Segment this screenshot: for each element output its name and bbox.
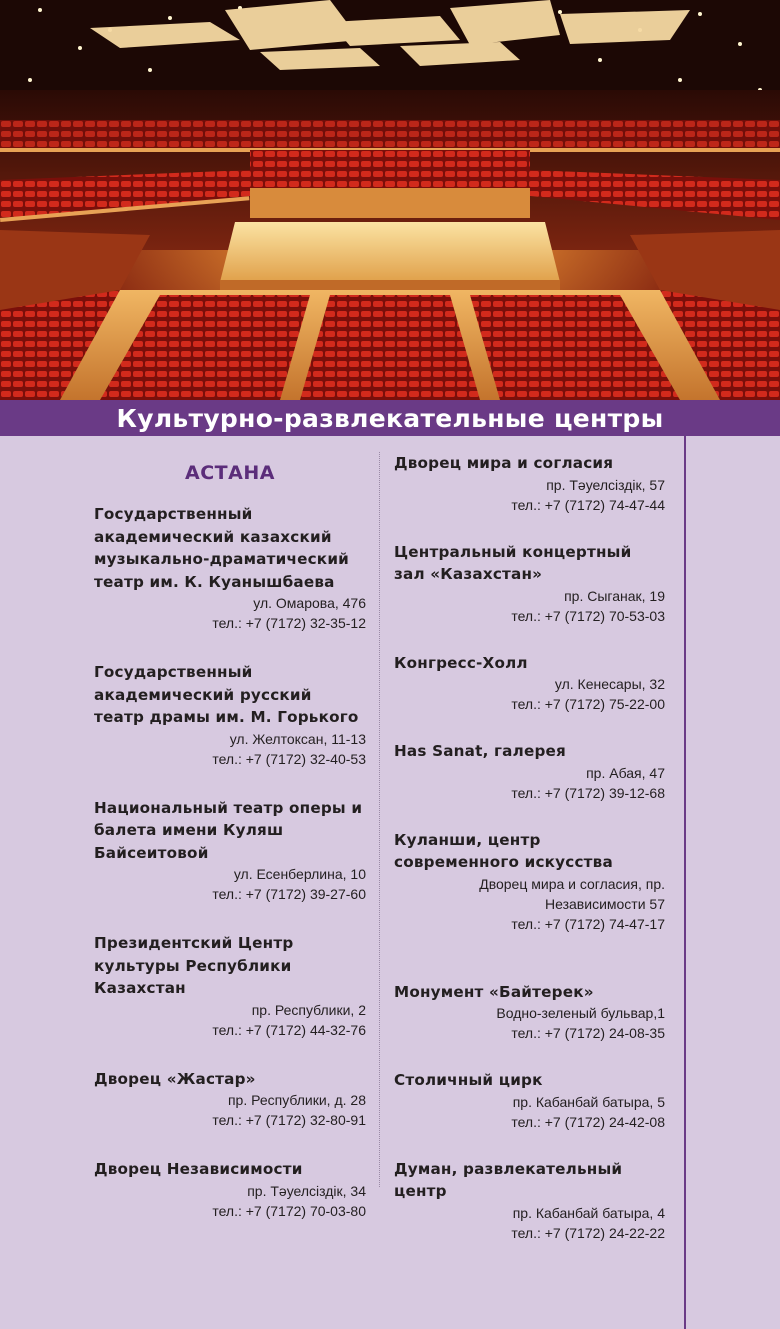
venue-entry [394,452,665,515]
venue-name: Президентский Центр культуры Республики Казахстан [94,934,294,997]
venue-phone: тел.: +7 (7172) 32-35-12 [212,615,366,631]
city-heading: АСТАНА [185,462,275,484]
venue-phone: тел.: +7 (7172) 44-32-76 [212,1021,366,1038]
venue-name: Центральный концертный зал «Казахстан» [394,542,632,583]
venue-address: ул. Кенесары, 32 [554,676,665,692]
left-column [94,452,366,1249]
venue-name: Куланши, центр современного искусства [394,830,613,871]
venue-name: Национальный театр оперы и балета имени Куляш Байсеитовой [94,798,363,862]
venue-entry [94,932,366,1040]
venue-phone: тел.: +7 (7172) 70-03-80 [212,1202,366,1219]
venue-name: Дворец Независимости [94,1160,303,1178]
venue-phone: тел.: +7 (7172) 74-47-44 [511,496,665,513]
venue-entry [94,503,366,633]
venue-address: Водно-зеленый бульвар,1 [496,1005,665,1021]
venue-entry [394,981,665,1044]
venue-entry [394,829,665,934]
column-divider [379,452,380,1187]
venue-phone: тел.: +7 (7172) 74-47-17 [511,915,665,932]
venue-phone: тел.: +7 (7172) 24-42-08 [511,1113,665,1130]
venue-address: пр. Кабанбай батыра, 4 [512,1204,665,1221]
venue-address: пр. Абая, 47 [586,764,665,781]
venue-address: Дворец мира и согласия, пр. Независимости 57 [479,875,665,912]
venue-name: Дворец мира и согласия [394,454,614,472]
venue-name: Монумент «Байтерек» [394,982,594,1001]
venue-address: пр. Кабанбай батыра, 5 [512,1093,665,1110]
concert-hall-illustration [0,0,780,400]
venue-name: Думан, развлекательный центр [394,1159,623,1200]
venue-name: Дворец «Жастар» [94,1069,256,1088]
venue-phone: тел.: +7 (7172) 70-53-03 [511,607,665,624]
venue-address: ул. Желтоксан, 11-13 [229,730,366,747]
venue-entry [94,661,366,769]
concert-hall-photo [0,0,780,400]
venue-phone: тел.: +7 (7172) 24-08-35 [511,1025,665,1041]
venue-phone: тел.: +7 (7172) 75-22-00 [511,696,665,712]
venue-address: пр. Республики, д. 28 [227,1092,366,1108]
venue-phone: тел.: +7 (7172) 32-80-91 [212,1112,366,1128]
venue-phone: тел.: +7 (7172) 39-12-68 [511,784,665,801]
venue-entry [394,541,665,626]
venue-phone: тел.: +7 (7172) 39-27-60 [212,886,366,902]
venue-entry [94,1068,366,1131]
venue-name: Has Sanat, галерея [394,742,566,760]
venue-name: Столичный цирк [394,1071,543,1089]
venue-address: ул. Омарова, 476 [253,595,366,611]
venue-address: пр. Республики, 2 [251,1001,366,1018]
venue-phone: тел.: +7 (7172) 24-22-22 [511,1224,665,1241]
section-banner [0,400,780,436]
venue-address: пр. Тәуелсіздік, 34 [247,1182,366,1199]
banner-title: Культурно-развлекательные центры [116,403,664,433]
venue-entry [94,797,366,905]
venue-address: пр. Сыганак, 19 [564,587,665,604]
venue-address: пр. Тәуелсіздік, 57 [546,476,665,493]
venue-phone: тел.: +7 (7172) 32-40-53 [212,750,366,767]
right-accent-line [684,436,686,1329]
venue-name: Конгресс-Холл [394,653,528,672]
right-column [394,452,665,1269]
venue-address: ул. Есенберлина, 10 [233,866,366,882]
venue-entry [394,1158,665,1243]
venue-entry [394,652,665,715]
venue-entry [394,1069,665,1132]
venue-entry [394,740,665,803]
venue-name: Государственный академический казахский музыкально-драматический театр им. К. Куанышбаева [94,505,350,591]
venue-name: Государственный академический русский театр драмы им. М. Горького [94,663,359,726]
venue-entry [94,1158,366,1221]
